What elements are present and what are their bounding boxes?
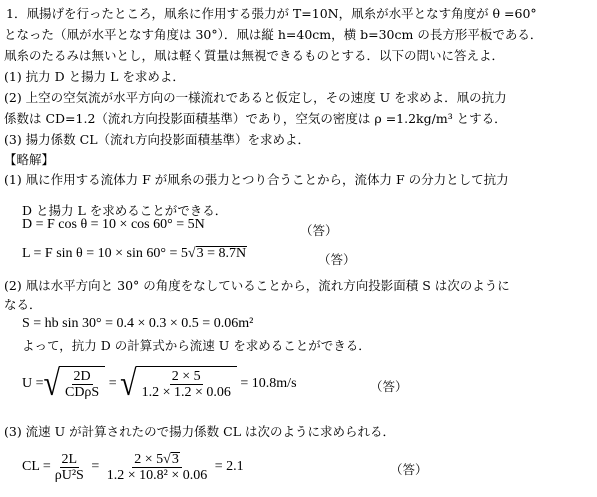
solution-2b: なる． xyxy=(4,297,42,312)
problem-line-6: 係数は CD=1.2（流れ方向投影面積基準）であり，空気の密度は ρ =1.2kg/m³ とする． xyxy=(4,111,507,126)
problem-line-1: 1．凧揚げを行ったところ，凧糸に作用する張力が T=10N，凧糸が水平となす角度が θ =60° xyxy=(6,6,537,21)
answer-mark-4: （答） xyxy=(390,462,428,477)
answer-mark-1: （答） xyxy=(300,223,338,238)
equation-area: S = hb sin 30° = 0.4 × 0.3 × 0.5 = 0.06m² xyxy=(22,316,254,331)
problem-line-4: (1) 抗力 D と揚力 L を求めよ． xyxy=(4,69,185,84)
solution-1b: D と揚力 L を求めることができる． xyxy=(22,203,228,218)
solution-header: 【略解】 xyxy=(4,152,55,167)
solution-2c: よって，抗力 D の計算式から流速 U を求めることができる． xyxy=(22,338,371,353)
problem-line-7: (3) 揚力係数 CL（流れ方向投影面積基準）を求めよ． xyxy=(4,132,311,147)
answer-mark-3: （答） xyxy=(370,379,408,394)
equation-velocity: U = √ $\frac{2D}{\text{CDρS}}$ = √ $\frac{2 \times 5}{1.2 \times 1.2 \times 0.06}$ = 10.8m/s xyxy=(22,363,297,404)
problem-line-3: 凧糸のたるみは無いとし，凧は軽く質量は無視できるものとする．以下の問いに答えよ． xyxy=(4,48,505,63)
equation-lift: L = F sin θ = 10 × sin 60° = 5 √ 3 = 8.7N xyxy=(22,246,247,261)
solution-1a: (1) 凧に作用する流体力 F が凧糸の張力とつり合うことから，流体力 F の分力として抗力 xyxy=(4,172,509,187)
solution-3a: (3) 流速 U が計算されたので揚力係数 CL は次のように求められる． xyxy=(4,424,395,439)
equation-drag: D = F cos θ = 10 × cos 60° = 5N xyxy=(22,217,205,232)
answer-mark-2: （答） xyxy=(318,252,356,267)
solution-2a: (2) 凧は水平方向と 30° の角度をなしていることから，流れ方向投影面積 S は次のように xyxy=(4,278,510,293)
problem-line-5: (2) 上空の空気流が水平方向の一様流れであると仮定し，その速度 U を求めよ．凧の抗力 xyxy=(4,90,507,105)
equation-lift-coefficient: CL = $\frac{2L}{\text{ρU²S}}$ = 2 × 5 √ 3 1.2 × 10.8² × 0.06 = 2.1 xyxy=(22,451,244,483)
problem-line-2: となった（凧が水平となす角度は 30°）．凧は縦 h=40cm，横 b=30cm の長方形平板である． xyxy=(4,27,543,42)
